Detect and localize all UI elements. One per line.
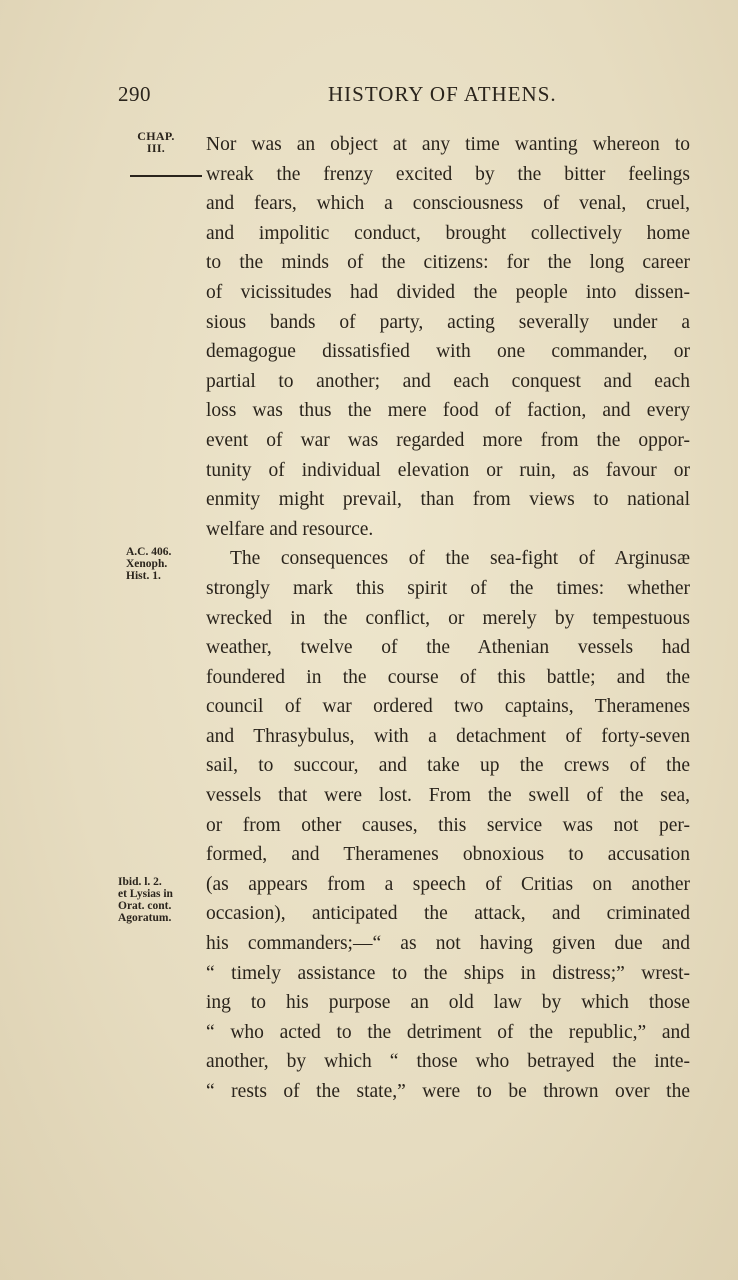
text-line: and fears, which a consciousness of venal, cruel,	[206, 193, 690, 215]
text-line: and Thrasybulus, with a detachment of forty-seven	[206, 725, 690, 747]
margin-note-date	[126, 546, 218, 582]
page-number: 290	[118, 82, 151, 106]
paragraph-start-line: The consequences of the sea-fight of Arginusæ	[230, 548, 690, 570]
margin-note-line: Xenoph.	[126, 558, 168, 570]
running-title: HISTORY OF ATHENS.	[328, 82, 557, 106]
margin-note-line: et Lysias in	[118, 888, 173, 900]
text-line: vessels that were lost. From the swell of the sea,	[206, 785, 690, 807]
text-line: wrecked in the conflict, or merely by tempestuous	[206, 607, 690, 629]
text-line: sail, to succour, and take up the crews of the	[206, 755, 690, 777]
text-line: demagogue dissatisfied with one commander, or	[206, 341, 690, 363]
margin-note-reference	[118, 876, 210, 924]
text-line: sious bands of party, acting severally under a	[206, 311, 690, 333]
paragraph-end-line: welfare and resource.	[206, 518, 374, 540]
text-line: formed, and Theramenes obnoxious to accusation	[206, 844, 690, 866]
margin-note-line: Ibid. l. 2.	[118, 876, 162, 888]
margin-note-line: Agoratum.	[118, 912, 172, 924]
text-line: enmity might prevail, than from views to national	[206, 489, 690, 511]
text-line: foundered in the course of this battle; and the	[206, 666, 690, 688]
page-header	[118, 80, 700, 110]
chapter-rule	[130, 175, 202, 177]
text-line: and impolitic conduct, brought collectively home	[206, 222, 690, 244]
text-line: loss was thus the mere food of faction, and every	[206, 400, 690, 422]
chapter-label: CHAP.	[137, 129, 175, 143]
text-line: council of war ordered two captains, Theramenes	[206, 696, 690, 718]
text-line: to the minds of the citizens: for the long career	[206, 252, 690, 274]
text-line: weather, twelve of the Athenian vessels had	[206, 637, 690, 659]
text-line: event of war was regarded more from the oppor-	[206, 429, 690, 451]
text-line: (as appears from a speech of Critias on another	[206, 873, 690, 895]
margin-note-line: Hist. 1.	[126, 570, 161, 582]
text-line: ing to his purpose an old law by which those	[206, 992, 690, 1014]
text-line: partial to another; and each conquest and each	[206, 370, 690, 392]
text-line: wreak the frenzy excited by the bitter feelings	[206, 163, 690, 185]
text-line: “ who acted to the detriment of the republic,” and	[206, 1021, 690, 1043]
text-line: or from other causes, this service was not per-	[206, 814, 690, 836]
text-line: occasion), anticipated the attack, and criminated	[206, 903, 690, 925]
text-line: Nor was an object at any time wanting whereon to	[206, 134, 690, 155]
body-text	[206, 130, 690, 1107]
text-line: “ timely assistance to the ships in distress;” wrest-	[206, 962, 690, 984]
text-line: another, by which “ those who betrayed the inte-	[206, 1051, 690, 1073]
text-line: tunity of individual elevation or ruin, as favour or	[206, 459, 690, 481]
text-line: his commanders;—“ as not having given due and	[206, 933, 690, 955]
margin-note-line: Orat. cont.	[118, 900, 172, 912]
text-line: strongly mark this spirit of the times: whether	[206, 577, 690, 599]
margin-note-line: A.C. 406.	[126, 546, 172, 558]
chapter-number: III.	[146, 141, 166, 155]
text-line: “ rests of the state,” were to be thrown over the	[206, 1081, 690, 1102]
chapter-marker	[110, 130, 202, 154]
text-line: of vicissitudes had divided the people into dissen-	[206, 281, 690, 303]
